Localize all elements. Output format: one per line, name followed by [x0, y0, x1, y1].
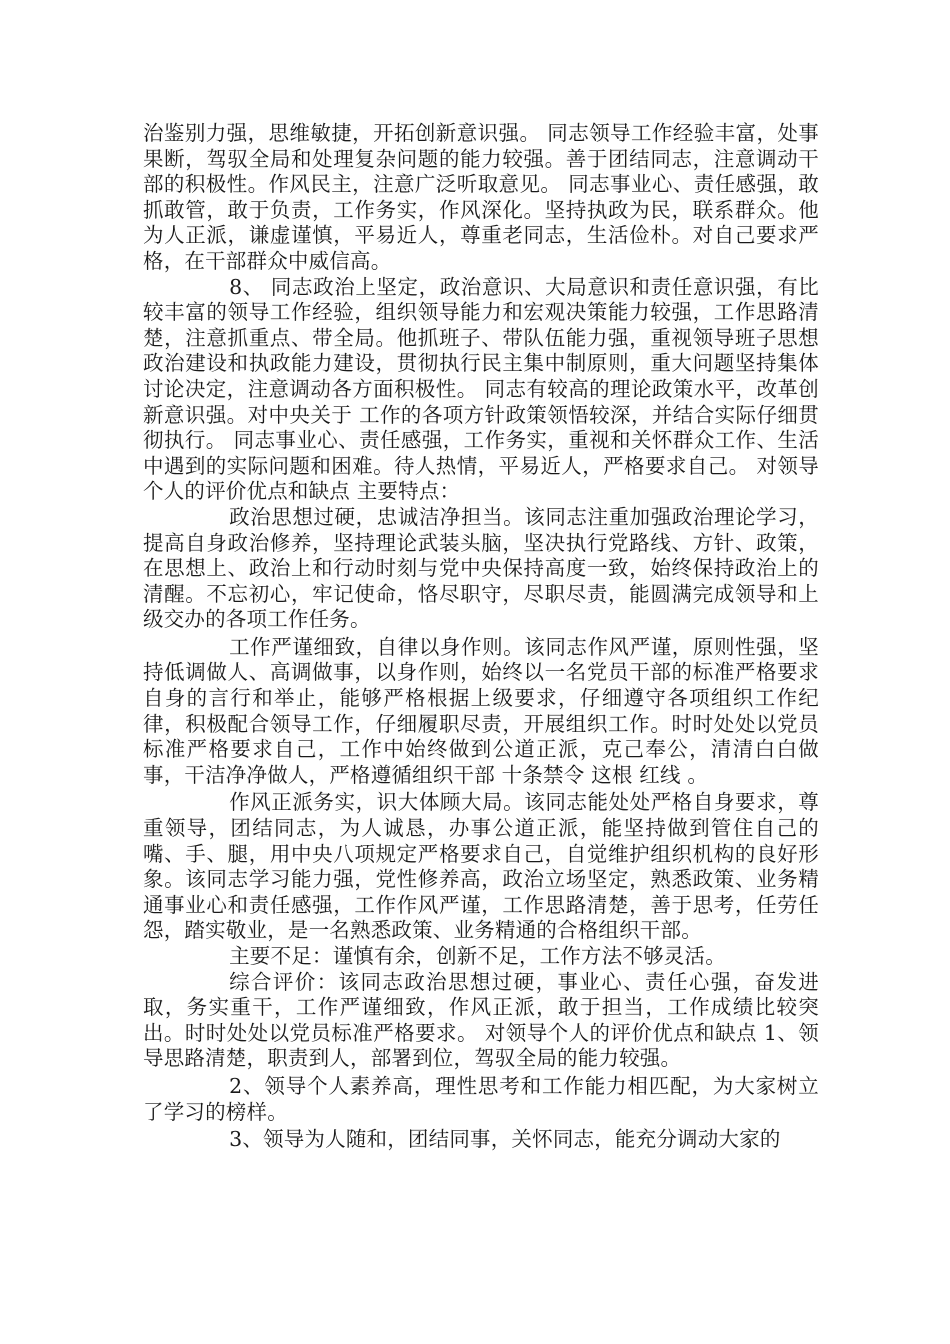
- paragraph-4: 工作严谨细致，自律以身作则。该同志作风严谨，原则性强，坚持低调做人、高调做事，以身作则，始终以一名党员干部的标准严格要求自身的言行和举止，能够严格根据上级要求，仔细遵守各项组织工作纪律，积极配合领导工作，仔细履职尽责，开展组织工作。时时处处以党员标准严格要求自己，工作中始终做到公道正派，克己奉公，清清白白做事，干洁净净做人，严格遵循组织干部 十条禁令 这根 红线 。: [143, 634, 819, 787]
- paragraph-6: 主要不足：谨慎有余，创新不足，工作方法不够灵活。: [229, 944, 726, 968]
- paragraph-5: 作风正派务实，识大体顾大局。该同志能处处严格自身要求，尊重领导，团结同志，为人诚恳，办事公道正派，能坚持做到管住自己的嘴、手、腿，用中央八项规定严格要求自己，自觉维护组织机构的良好形象。该同志学习能力强，党性修养高，政治立场坚定，熟悉政策、业务精通事业心和责任感强，工作作风严谨，工作思路清楚，善于思考，任劳任怨，踏实敬业，是一名熟悉政策、业务精通的合格组织干部。: [143, 790, 819, 943]
- paragraph-1: 治鉴别力强，思维敏捷，开拓创新意识强。 同志领导工作经验丰富，处事果断，驾驭全局和处理复杂问题的能力较强。善于团结同志，注意调动干部的积极性。作风民主，注意广泛听取意见。 同志事业心、责任感强，敢抓敢管，敢于负责，工作务实，作风深化。坚持执政为民，联系群众。他为人正派，谦虚谨慎，平易近人，尊重老同志，生活俭朴。对自己要求严格，在干部群众中威信高。: [143, 121, 819, 273]
- paragraph-7: 综合评价：该同志政治思想过硬，事业心、责任心强，奋发进取，务实重干，工作严谨细致，作风正派，敢于担当，工作成绩比较突出。时时处处以党员标准严格要求。 对领导个人的评价优点和缺点 1、领导思路清楚，职责到人，部署到位，驾驭全局的能力较强。: [143, 969, 819, 1071]
- paragraph-8: 2、领导个人素养高，理性思考和工作能力相匹配，为大家树立了学习的榜样。: [143, 1073, 819, 1124]
- document-page: [143, 121, 819, 1153]
- paragraph-9: 3、领导为人随和，团结同事，关怀同志，能充分调动大家的: [229, 1127, 781, 1152]
- paragraph-3: 政治思想过硬，忠诚洁净担当。该同志注重加强政治理论学习，提高自身政治修养，坚持理论武装头脑，坚决执行党路线、方针、政策，在思想上、政治上和行动时刻与党中央保持高度一致，始终保持政治上的清醒。不忘初心，牢记使命，恪尽职守，尽职尽责，能圆满完成领导和上级交办的各项工作任务。: [143, 504, 819, 632]
- paragraph-2: 8、 同志政治上坚定，政治意识、大局意识和责任意识强，有比较丰富的领导工作经验，组织领导能力和宏观决策能力较强，工作思路清楚，注意抓重点、带全局。他抓班子、带队伍能力强，重视领导班子思想政治建设和执政能力建设，贯彻执行民主集中制原则，重大问题坚持集体讨论决定，注意调动各方面积极性。 同志有较高的理论政策水平，改革创新意识强。对中央关于 工作的各项方针政策领悟较深，并结合实际仔细贯彻执行。 同志事业心、责任感强，工作务实，重视和关怀群众工作、生活中遇到的实际问题和困难。待人热情，平易近人，严格要求自己。 对领导个人的评价优点和缺点 主要特点：: [143, 274, 819, 504]
